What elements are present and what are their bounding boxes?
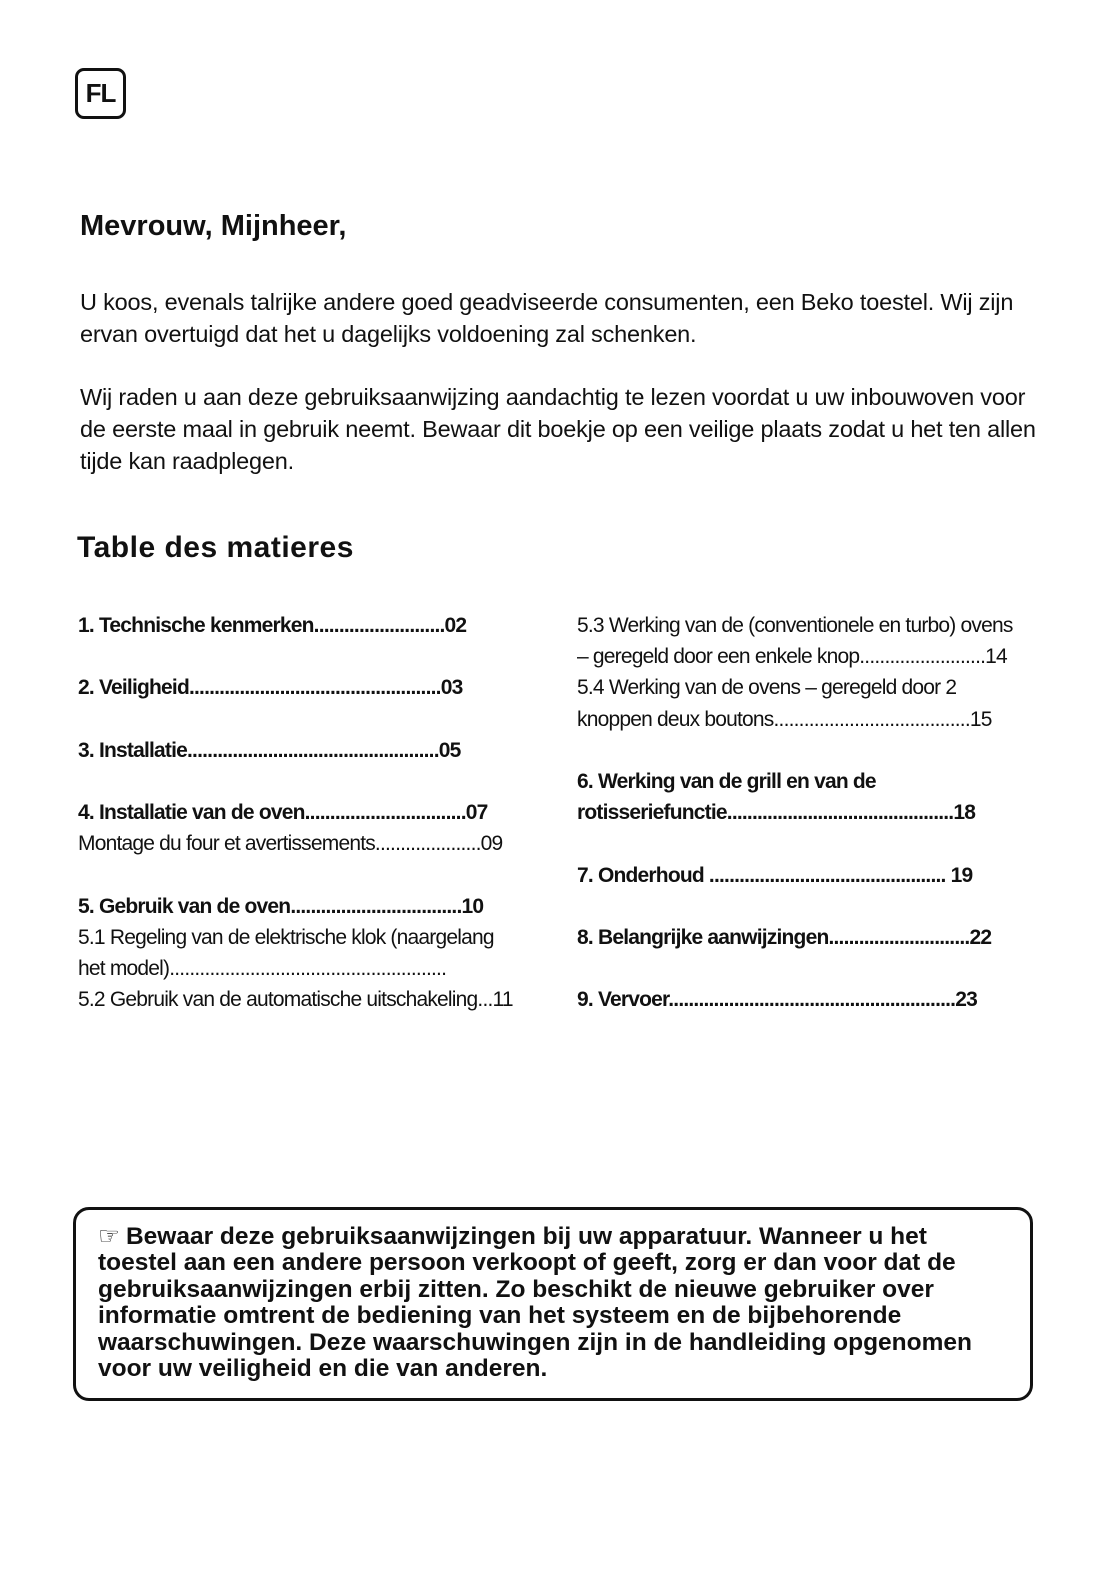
toc-entry-regeling-klok-cont[interactable]: het model).......................................................	[78, 957, 447, 981]
toc-entry-regeling-klok[interactable]: 5.1 Regeling van de elektrische klok (naargelang	[78, 925, 494, 949]
intro-paragraph-1: U koos, evenals talrijke andere goed geadviseerde consumenten, een Beko toestel. Wij zijn ervan overtuigd dat het u dagelijks voldoening zal schenken.	[80, 289, 1014, 347]
toc-entry-veiligheid[interactable]: 2. Veiligheid..................................................03	[78, 676, 463, 700]
toc-title: Table des matieres	[77, 531, 354, 564]
toc-entry-werking-ovens-1-cont[interactable]: – geregeld door een enkele knop.........................14	[577, 645, 1007, 669]
toc-entry-rotisserie[interactable]: rotisseriefunctie.............................................18	[577, 801, 976, 825]
toc-entry-montage[interactable]: Montage du four et avertissements.....................09	[78, 832, 503, 856]
toc-column-left	[78, 610, 536, 1016]
notice-text: Bewaar deze gebruiksaanwijzingen bij uw apparatuur. Wanneer u het toestel aan een andere persoon verkoopt of geeft, zorg er dan voor dat de gebruiksaanwijzingen erbij zitten. Zo beschikt de nieuwe gebruiker over informatie omtrent de bediening van het systeem en de bijbehorende waarschuwingen. Deze waarschuwingen zijn in de handleiding opgenomen voor uw veiligheid en die van anderen.	[98, 1223, 972, 1383]
intro-paragraph-2: Wij raden u aan deze gebruiksaanwijzing aandachtig te lezen voordat u uw inbouwoven voor de eerste maal in gebruik neemt. Bewaar dit boekje op een veilige plaats zodat u het ten allen tijde kan raadplegen.	[80, 384, 1036, 474]
toc-entry-belangrijke-aanwijzingen[interactable]: 8. Belangrijke aanwijzingen............................22	[577, 925, 992, 949]
toc-column-right	[577, 610, 1035, 1016]
toc-entry-werking-ovens-2-cont[interactable]: knoppen deux boutons.......................................15	[577, 707, 992, 731]
toc-entry-vervoer[interactable]: 9. Vervoer.........................................................23	[577, 988, 977, 1012]
greeting-heading: Mevrouw, Mijnheer,	[80, 210, 347, 242]
toc-entry-installatie-oven[interactable]: 4. Installatie van de oven................................07	[78, 801, 488, 825]
toc-entry-grill[interactable]: 6. Werking van de grill en van de	[577, 770, 876, 793]
notice-box	[73, 1207, 1033, 1401]
toc-entry-automatische-uitschakeling[interactable]: 5.2 Gebruik van de automatische uitschakeling...11	[78, 988, 513, 1012]
language-badge: FL	[75, 68, 126, 119]
toc-entry-werking-ovens-2[interactable]: 5.4 Werking van de ovens – geregeld door 2	[577, 676, 957, 700]
toc-entry-onderhoud[interactable]: 7. Onderhoud ............................................... 19	[577, 863, 973, 887]
toc-entry-gebruik-oven[interactable]: 5. Gebruik van de oven..................................10	[78, 894, 484, 918]
toc-entry-technische-kenmerken[interactable]: 1. Technische kenmerken..........................02	[78, 614, 467, 637]
pointing-hand-icon: ☞	[98, 1223, 120, 1250]
toc-entry-installatie[interactable]: 3. Installatie..................................................05	[78, 738, 461, 762]
toc-entry-werking-ovens-1[interactable]: 5.3 Werking van de (conventionele en turbo) ovens	[577, 614, 1013, 637]
